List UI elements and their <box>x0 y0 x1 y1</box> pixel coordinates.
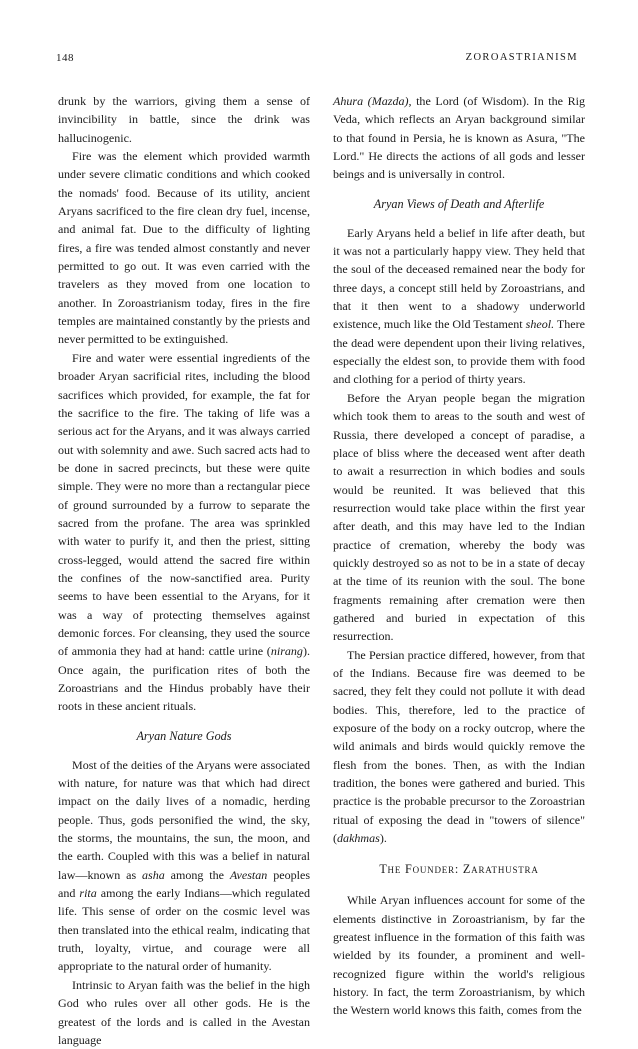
text-run: ). Once again, the purification rites of both the Zoroastrians and the Hindus probably have their roots in these ancient rituals. <box>58 644 310 714</box>
italic-term: Avestan <box>229 867 268 882</box>
text-run: peoples and <box>58 867 311 901</box>
right-column <box>333 92 585 1020</box>
italic-term: dakhmas <box>337 831 380 846</box>
italic-term: asha <box>142 867 165 882</box>
section-heading: The Founder: Zarathustra <box>379 862 539 877</box>
section-heading: Aryan Views of Death and Afterlife <box>373 196 545 211</box>
text-run: There the dead were dependent upon their living relatives, especially the eldest son, to provide them with food and clothing for a period of thirty years. <box>333 317 585 387</box>
paragraph <box>58 349 310 716</box>
paragraph: While Aryan influences account for some of the elements distinctive in Zoroastrianism, by far the greatest influence in the formation of this faith was wielded by its founder, a prominent and well-recognized figure within the world's religious history. In fact, the term Zoroastrianism, by which the Western world knows this faith, comes from the <box>333 893 585 1018</box>
text-run: Fire and water were essential ingredients of the broader Aryan sacrificial rites, including the blood sacrifices which provided, for example, the fat for the sacrifice to the fire. The taking of life was a serious act for the Aryans, and it was always carried out with solemnity and awe. Such sacred acts had to be done in sacred precincts, but these were quite simple. They were no more than a rectangular piece of ground surrounded by a furrow to separate the sacred from the profane. The area was sprinkled with water to purify it, and then the priest, sitting cross-legged, would attend the sacred fire within the confines of the now-sanctified area. Purity seems to have been essential to the Aryans, for it was a way of protecting themselves against demonic forces. For cleansing, they used the source of ammonia they had at hand: cattle urine ( <box>58 350 310 659</box>
text-run: The Persian practice differed, however, from that of the Indians. Because fire was deemed to be sacred, they felt they could not pollute it with dead bodies. This, therefore, led to the practice of exposure of the body on a rocky outcrop, where the wild animals and birds would quickly remove the flesh from the bones. Then, as with the Indian tradition, the bones were gathered and buried. This practice is the probable precursor to the Zoroastrian ritual of exposing the dead in "towers of silence" ( <box>333 647 585 846</box>
paragraph: Fire was the element which provided warmth under severe climatic conditions and which cooked the nomads' food. Because of its utility, ancient Aryans sacrificed to the fire clean dry fuel, incense, and animal fat. Due to the difficulty of lighting fires, a fire was tended almost constantly and never permitted to go out. It was even carried with the travelers as they moved from one location to another. In Zoroastrianism today, fires in the fire temples are maintained constantly by the priests and never permitted to be extinguished. <box>58 149 310 347</box>
italic-term: sheol. <box>525 317 555 332</box>
text-run: Most of the deities of the Aryans were associated with nature, for nature was that which had direct impact on the daily lives of a nomadic, herding people. Thus, gods personified the wind, the sky, the storms, the mountains, the sun, the moon, and the earth. Coupled with this was a belief in natural law—known as <box>58 757 310 882</box>
text-run: Early Aryans held a belief in life after death, but it was not a particularly happy view. They held that the soul of the deceased remained near the body for three days, a concept still held by Zoroastrians, and that it then went to a shadowy underworld existence, much like the Old Testament <box>333 225 585 332</box>
left-column <box>58 92 310 1049</box>
text-run: among the <box>164 867 230 882</box>
section-heading: Aryan Nature Gods <box>136 728 232 743</box>
paragraph: drunk by the warriors, giving them a sense of invincibility in battle, since the drink was hallucinogenic. <box>58 94 310 145</box>
paragraph <box>333 92 585 184</box>
paragraph <box>333 224 585 389</box>
running-head: ZOROASTRIANISM <box>465 52 578 63</box>
paragraph <box>58 756 310 976</box>
page-number: 148 <box>56 52 74 64</box>
italic-term: rita <box>79 886 97 901</box>
italic-term: nirang <box>270 644 303 659</box>
italic-term: Ahura (Mazda), <box>333 94 412 108</box>
text-run: among the early Indians—which regulated life. This sense of order on the cosmic level was then translated into the ethical realm, indicating that truth, loyalty, virtue, and courage were all appropriate to the natural order of humanity. <box>58 886 310 974</box>
text-run: ). <box>379 831 387 846</box>
paragraph <box>333 646 585 848</box>
text-run: the Lord (of Wisdom). In the Rig Veda, which reflects an Aryan background similar to that found in Persia, he is known as Asura, "The Lord." He directs the actions of all gods and lesser beings and is universally in control. <box>333 94 585 182</box>
paragraph: Intrinsic to Aryan faith was the belief in the high God who rules over all other gods. He is the greatest of the lords and is called in the Avestan language <box>58 977 310 1047</box>
paragraph: Before the Aryan people began the migration which took them to areas to the south and west of Russia, there developed a concept of paradise, a place of bliss where the deceased went after death to await a resurrection in which bodies and souls would be reunited. It was believed that this resurrection would take place within the first year after death, and this may have led to the Indian practice of cremation, whereby the body was quickly destroyed so as not to be in a state of decay at the time of its reunion with the soul. The bone fragments remaining after cremation were then gathered and buried in expectation of this resurrection. <box>333 390 585 644</box>
